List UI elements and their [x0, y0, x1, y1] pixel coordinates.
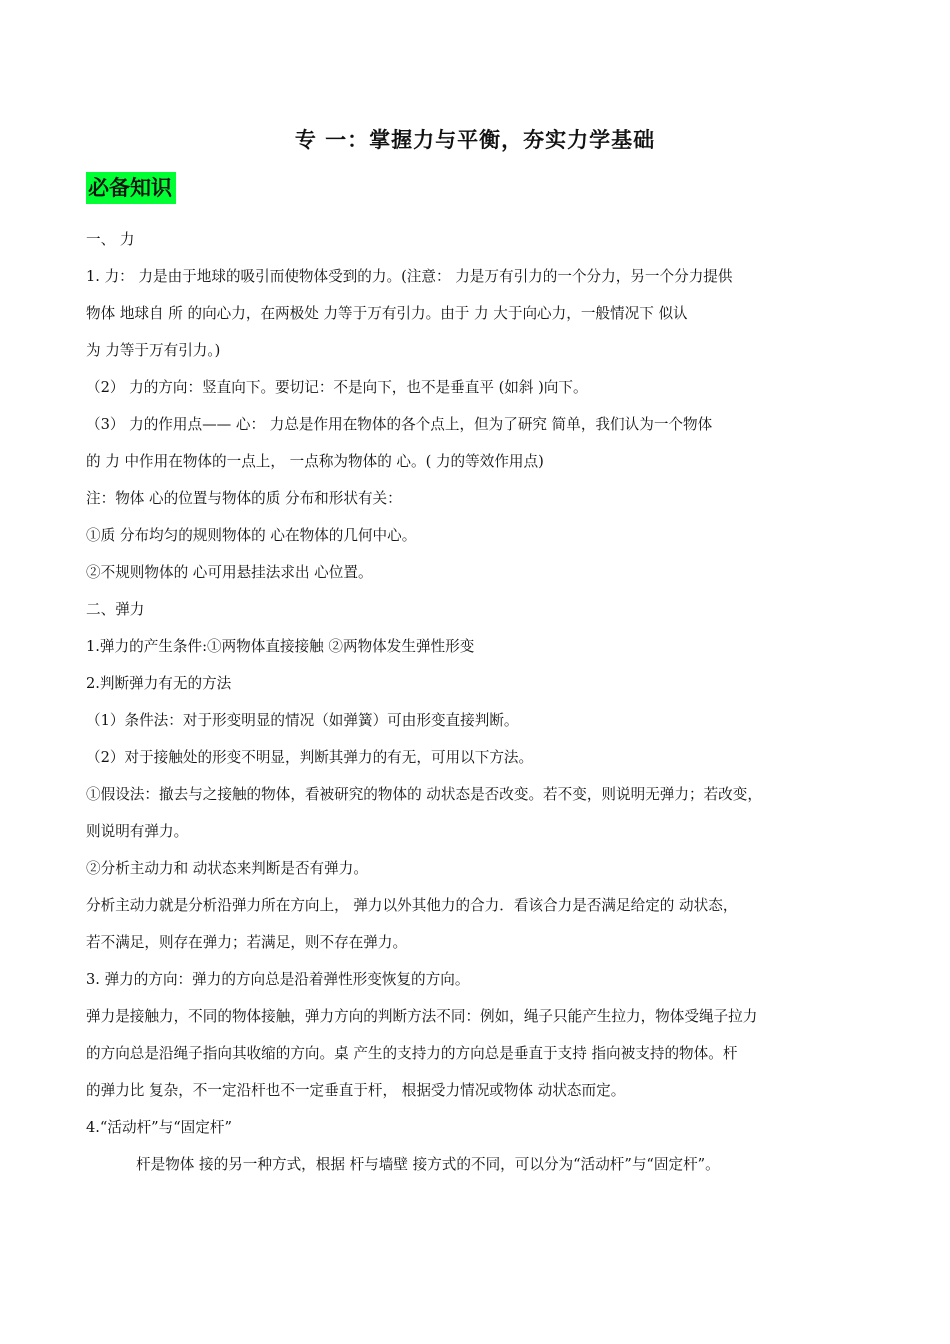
heading-elastic-force: 二、弹力 [86, 601, 145, 618]
paragraph-line: 3. 弹力的方向：弹力的方向总是沿着弹性形变恢复的方向。 [86, 971, 470, 988]
section-tag: 必备知识 [86, 172, 176, 204]
page-title: 专 一：掌握力与平衡，夯实力学基础 [294, 127, 656, 152]
paragraph-line: 1.弹力的产生条件:①两物体直接接触 ②两物体发生弹性形变 [86, 638, 475, 655]
paragraph-line: 若不满足，则存在弹力；若满足，则不存在弹力。 [86, 934, 408, 951]
paragraph-line: ①质 分布均匀的规则物体的 心在物体的几何中心。 [86, 527, 417, 544]
paragraph-line: （2）对于接触处的形变不明显，判断其弹力的有无，可用以下方法。 [86, 749, 534, 766]
paragraph-line: 分析主动力就是分析沿弹力所在方向上， 弹力以外其他力的合力．看该合力是否满足给定的 动状态， [86, 897, 738, 914]
paragraph-line: 弹力是接触力，不同的物体接触，弹力方向的判断方法不同：例如，绳子只能产生拉力，物体受绳子拉力 [86, 1008, 758, 1025]
paragraph-line: ②不规则物体的 心可用悬挂法求出 心位置。 [86, 564, 373, 581]
paragraph-line: 的 力 中作用在物体的一点上， 一点称为物体的 心。( 力的等效作用点) [86, 453, 544, 470]
paragraph-line: 注：物体 心的位置与物体的质 分布和形状有关： [86, 490, 402, 507]
paragraph-line: （1）条件法：对于形变明显的情况（如弹簧）可由形变直接判断。 [86, 712, 519, 729]
paragraph-line: ②分析主动力和 动状态来判断是否有弹力。 [86, 860, 368, 877]
heading-gravity: 一、 力 [86, 231, 135, 248]
paragraph-line: 1. 力： 力是由于地球的吸引而使物体受到的力。(注意： 力是万有引力的一个分力，另一个分力提供 [86, 268, 733, 285]
paragraph-line: 物体 地球自 所 的向心力，在两极处 力等于万有引力。由于 力 大于向心力，一般情况下 似认 [86, 305, 688, 322]
paragraph-line: 为 力等于万有引力。) [86, 342, 221, 359]
paragraph-line: 杆是物体 接的另一种方式，根据 杆与墙壁 接方式的不同，可以分为“活动杆”与“固定杆”。 [136, 1156, 720, 1173]
paragraph-line: （3） 力的作用点—— 心： 力总是作用在物体的各个点上，但为了研究 简单，我们认为一个物体 [86, 416, 713, 433]
paragraph-line: 2.判断弹力有无的方法 [86, 675, 232, 692]
paragraph-line: 的弹力比 复杂，不一定沿杆也不一定垂直于杆， 根据受力情况或物体 动状态而定。 [86, 1082, 626, 1099]
paragraph-line: （2） 力的方向：竖直向下。要切记：不是向下，也不是垂直平 (如斜 )向下。 [86, 379, 588, 396]
paragraph-line: 则说明有弹力。 [86, 823, 189, 840]
paragraph-line: 的方向总是沿绳子指向其收缩的方向。桌 产生的支持力的方向总是垂直于支持 指向被支持的物体。杆 [86, 1045, 738, 1062]
paragraph-line: 4.“活动杆”与“固定杆” [86, 1119, 232, 1136]
document-body [86, 221, 866, 1183]
paragraph-line: ①假设法：撤去与之接触的物体，看被研究的物体的 动状态是否改变。若不变，则说明无弹力；若改变， [86, 786, 762, 803]
